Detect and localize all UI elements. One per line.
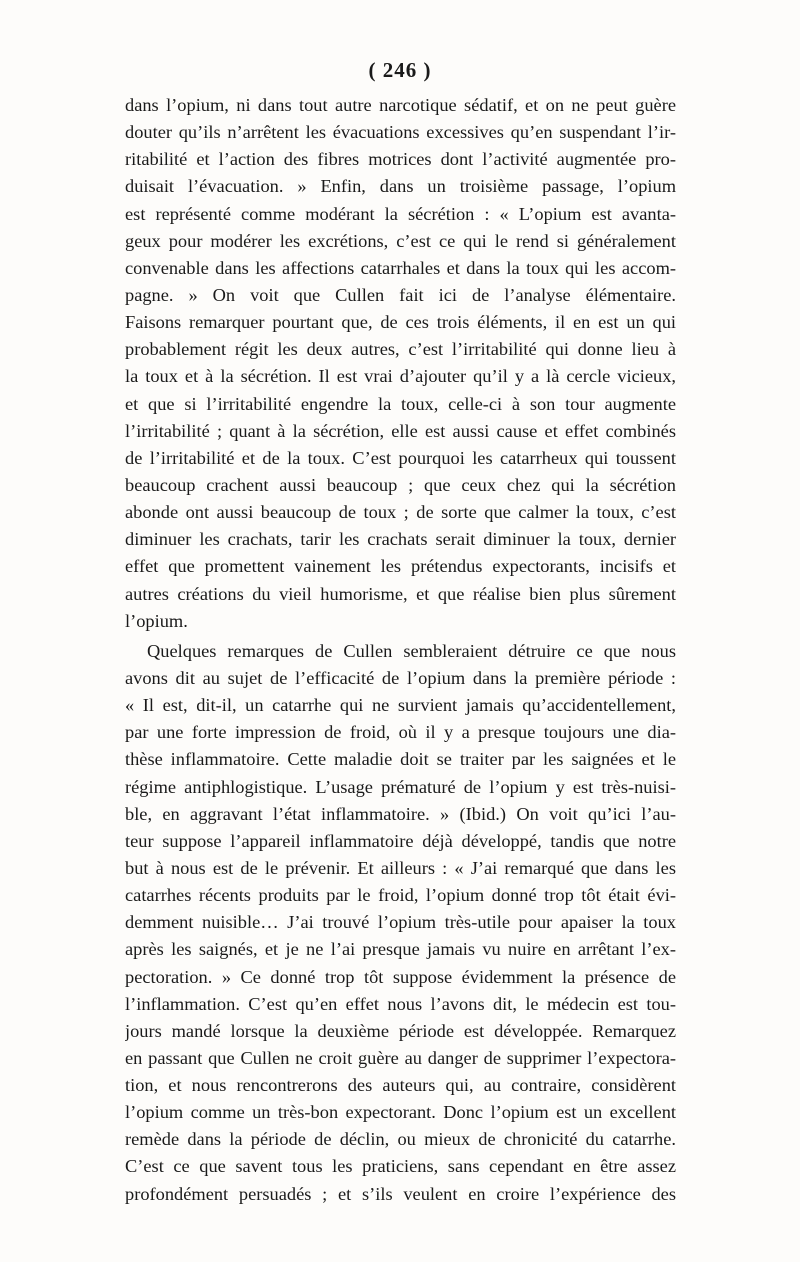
text-line: ble, en aggravant l’état inflammatoire. » (Ibid.) On voit qu’ici l’au- <box>125 803 676 824</box>
text-line: autres créations du vieil humorisme, et que réalise bien plus sûrement <box>125 583 676 604</box>
text-line: probablement régit les deux autres, c’est l’irritabilité qui donne lieu à <box>125 339 676 360</box>
text-line: demment nuisible… J’ai trouvé l’opium très-utile pour apaiser la toux <box>125 912 676 933</box>
text-line: douter qu’ils n’arrêtent les évacuations excessives qu’en suspendant l’ir- <box>125 122 676 143</box>
text-line: remède dans la période de déclin, ou mieux de chronicité du catarrhe. <box>125 1129 676 1150</box>
text-line: en passant que Cullen ne croit guère au danger de supprimer l’expectora- <box>125 1047 676 1068</box>
text-line: catarrhes récents produits par le froid, l’opium donné trop tôt était évi- <box>125 885 676 906</box>
text-line: de l’irritabilité et de la toux. C’est pourquoi les catarrheux qui toussent <box>125 447 676 468</box>
text-line: l’inflammation. C’est qu’en effet nous l’avons dit, le médecin est tou- <box>125 993 676 1014</box>
text-line: ritabilité et l’action des fibres motrices dont l’activité augmentée pro- <box>125 149 676 170</box>
text-line: profondément persuadés ; et s’ils veulent en croire l’expérience des <box>125 1183 676 1204</box>
text-line: C’est ce que savent tous les praticiens, sans cependant en être assez <box>125 1156 676 1177</box>
text-line: régime antiphlogistique. L’usage prématuré de l’opium y est très-nuisi- <box>125 776 676 797</box>
text-line: « Il est, dit-il, un catarrhe qui ne survient jamais qu’accidentellement, <box>125 695 676 716</box>
text-line: geux pour modérer les excrétions, c’est ce qui le rend si généralement <box>125 230 676 251</box>
text-line: diminuer les crachats, tarir les crachats serait diminuer la toux, dernier <box>125 529 676 550</box>
text-line: teur suppose l’appareil inflammatoire déjà développé, tandis que notre <box>125 830 676 851</box>
text-line: est représenté comme modérant la sécrétion : « L’opium est avanta- <box>125 203 676 224</box>
text-line: l’opium comme un très-bon expectorant. Donc l’opium est un excellent <box>125 1102 676 1123</box>
text-line: pectoration. » Ce donné trop tôt suppose évidemment la présence de <box>125 966 676 987</box>
text-line: l’irritabilité ; quant à la sécrétion, elle est aussi cause et effet combinés <box>125 420 676 441</box>
text-line: Faisons remarquer pourtant que, de ces trois éléments, il en est un qui <box>125 312 676 333</box>
text-line: but à nous est de le prévenir. Et ailleurs : « J’ai remarqué que dans les <box>125 857 676 878</box>
text-line: avons dit au sujet de l’efficacité de l’opium dans la première période : <box>125 667 676 688</box>
text-line: thèse inflammatoire. Cette maladie doit se traiter par les saignées et le <box>125 749 676 770</box>
text-line: la toux et à la sécrétion. Il est vrai d’ajouter qu’il y a là cercle vicieux, <box>125 366 676 387</box>
text-line: abonde ont aussi beaucoup de toux ; de sorte que calmer la toux, c’est <box>125 502 676 523</box>
text-line: beaucoup crachent aussi beaucoup ; que ceux chez qui la sécrétion <box>125 474 676 495</box>
text-line: par une forte impression de froid, où il y a presque toujours une dia- <box>125 722 676 743</box>
text-line: après les saignés, et je ne l’ai presque jamais vu nuire en arrêtant l’ex- <box>125 939 676 960</box>
text-line: convenable dans les affections catarrhales et dans la toux qui les accom- <box>125 257 676 278</box>
text-line: tion, et nous rencontrerons des auteurs qui, au contraire, considèrent <box>125 1075 676 1096</box>
text-line: pagne. » On voit que Cullen fait ici de l’analyse élémentaire. <box>125 284 676 305</box>
text-line: duisait l’évacuation. » Enfin, dans un troisième passage, l’opium <box>125 176 676 197</box>
text-line: jours mandé lorsque la deuxième période est développée. Remarquez <box>125 1020 676 1041</box>
text-line: et que si l’irritabilité engendre la toux, celle-ci à son tour augmente <box>125 393 676 414</box>
paragraph-end-line: l’opium. <box>125 610 188 631</box>
body-text <box>125 92 676 1208</box>
paragraph-start-line: Quelques remarques de Cullen sembleraient détruire ce que nous <box>147 640 676 661</box>
page-number: ( 246 ) <box>368 58 432 82</box>
text-line: effet que promettent vainement les prétendus expectorants, incisifs et <box>125 556 676 577</box>
text-line: dans l’opium, ni dans tout autre narcotique sédatif, et on ne peut guère <box>125 95 676 115</box>
